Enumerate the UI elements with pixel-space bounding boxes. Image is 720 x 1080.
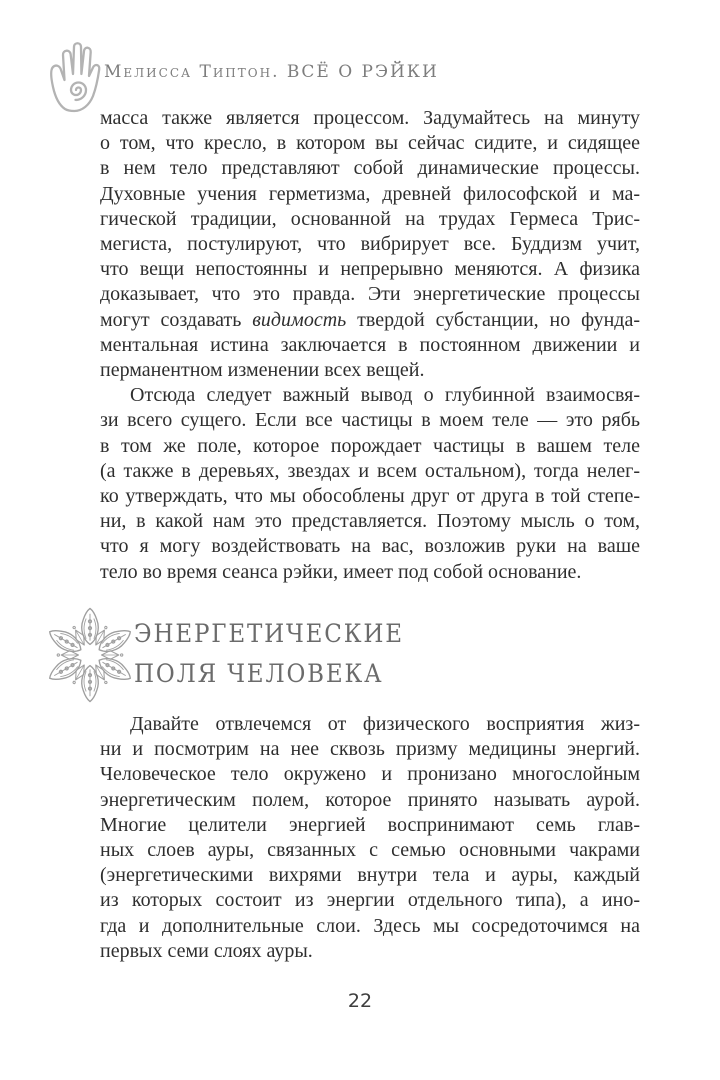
page-number: 22 — [347, 990, 373, 1012]
section-title-line2: ПОЛЯ ЧЕЛОВЕКА — [134, 659, 384, 688]
text-line: зи всего сущего. Если все частицы в моем теле — это рябь — [100, 409, 640, 432]
text-line: масса также является процессом. Задумайтесь на минуту — [100, 107, 640, 129]
text-line: доказывает, что это правда. Эти энергетические процессы — [100, 283, 640, 306]
text-line: Отсюда следует важный вывод о глубинной взаимосвя- — [130, 384, 640, 407]
hand-with-spiral-icon — [46, 36, 110, 116]
text-line: мегиста, постулируют, что вибрирует все. Буддизм учит, — [100, 233, 640, 256]
text-line: о том, что кресло, в котором вы сейчас сидите, и сидящее — [100, 132, 640, 155]
text-line: энергетическим полем, которое принято называть аурой. — [100, 788, 640, 811]
italic-text: видимость — [252, 308, 347, 331]
section-title — [134, 614, 404, 694]
text-line: ных слоев ауры, связанных с семью основными чакрами — [100, 839, 640, 862]
text-line: тело во время сеанса рэйки, имеет под собой основание. — [100, 560, 582, 583]
text-line: перманентном изменении всех вещей. — [100, 359, 425, 382]
text-line: что вещи непостоянны и непрерывно меняются. А физика — [100, 258, 640, 281]
text-line: первых семи слоях ауры. — [100, 939, 313, 962]
text-line: Многие целители энергией воспринимают семь глав- — [100, 813, 640, 836]
text-line: могут создавать видимость твердой субстанции, но фунда- — [100, 308, 641, 331]
text-line: (энергетическими вихрями внутри тела и ауры, каждый — [100, 864, 640, 887]
body-text-block-bottom — [100, 712, 640, 964]
text-line: гической традиции, основанной на трудах Гермеса Трис- — [100, 207, 640, 230]
text-line: в том же поле, которое порождает частицы в вашем теле — [100, 434, 640, 457]
text-line: ментальная истина заключается в постоянном движении и — [100, 333, 640, 356]
text-line: ни, в какой нам это представляется. Поэтому мысль о том, — [100, 510, 640, 533]
section-title-line1: ЭНЕРГЕТИЧЕСКИЕ — [134, 619, 404, 648]
text-line: в нем тело представляют собой динамические процессы. — [100, 157, 640, 180]
text-line: Человеческое тело окружено и пронизано многослойным — [100, 763, 640, 786]
flower-star-ornament-icon — [42, 604, 138, 706]
body-text-block-top — [100, 106, 640, 585]
running-header: Мелисса Типтон. ВСЁ О РЭЙКИ — [104, 62, 439, 82]
text-line: что я могу воздействовать на вас, возложив руки на ваше — [100, 535, 640, 558]
text-line: ко утверждать, что мы обособлены друг от друга в той степе- — [100, 485, 640, 508]
text-line: из которых состоит из энергии отдельного типа), а ино- — [100, 889, 640, 912]
text-line: (а также в деревьях, звездах и всем остальном), тогда нелег- — [100, 459, 640, 482]
text-line: гда и дополнительные слои. Здесь мы сосредоточимся на — [100, 914, 640, 937]
text-line: Давайте отвлечемся от физического восприятия жиз- — [130, 713, 640, 735]
section-heading — [42, 604, 642, 708]
text-line: ни и посмотрим на нее сквозь призму медицины энергий. — [100, 738, 640, 761]
text-line: Духовные учения герметизма, древней философской и ма- — [100, 182, 640, 205]
